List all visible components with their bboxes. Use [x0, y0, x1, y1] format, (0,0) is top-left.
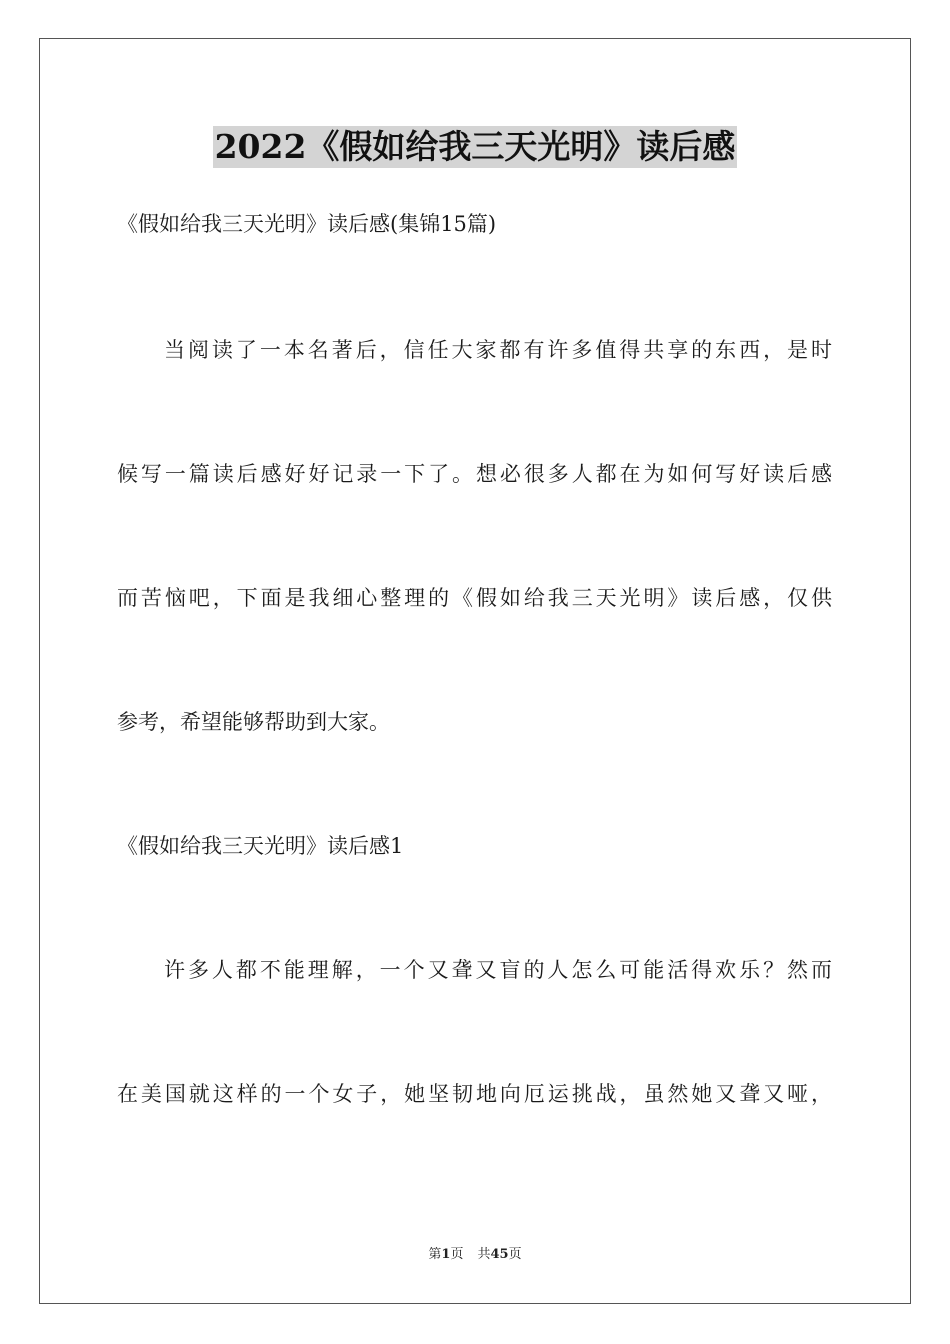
page-number: 1 [441, 1247, 451, 1262]
section-heading: 《假如给我三天光明》读后感1 [117, 834, 404, 858]
document-subtitle: 《假如给我三天光明》读后感(集锦15篇) [117, 212, 497, 236]
section-line-2: 在美国就这样的一个女子，她坚韧地向厄运挑战，虽然她又聋又哑， [117, 1082, 832, 1106]
intro-line-4: 参考，希望能够帮助到大家。 [117, 710, 390, 734]
section-line-1: 许多人都不能理解，一个又聋又盲的人怎么可能活得欢乐？然而 [164, 958, 832, 982]
intro-line-3: 而苦恼吧，下面是我细心整理的《假如给我三天光明》读后感，仅供 [117, 586, 832, 610]
document-title: 2022《假如给我三天光明》读后感 [214, 127, 736, 166]
intro-line-2: 候写一篇读后感好好记录一下了。想必很多人都在为如何写好读后感 [117, 462, 832, 486]
page-footer [0, 1246, 950, 1264]
title-container [0, 126, 950, 168]
total-pages: 45 [490, 1247, 509, 1262]
total-suffix: 页 [508, 1247, 522, 1262]
page-prefix: 第 [428, 1247, 442, 1262]
intro-line-1: 当阅读了一本名著后，信任大家都有许多值得共享的东西，是时 [164, 338, 832, 362]
total-prefix: 共 [477, 1247, 491, 1262]
page-suffix: 页 [450, 1247, 464, 1262]
